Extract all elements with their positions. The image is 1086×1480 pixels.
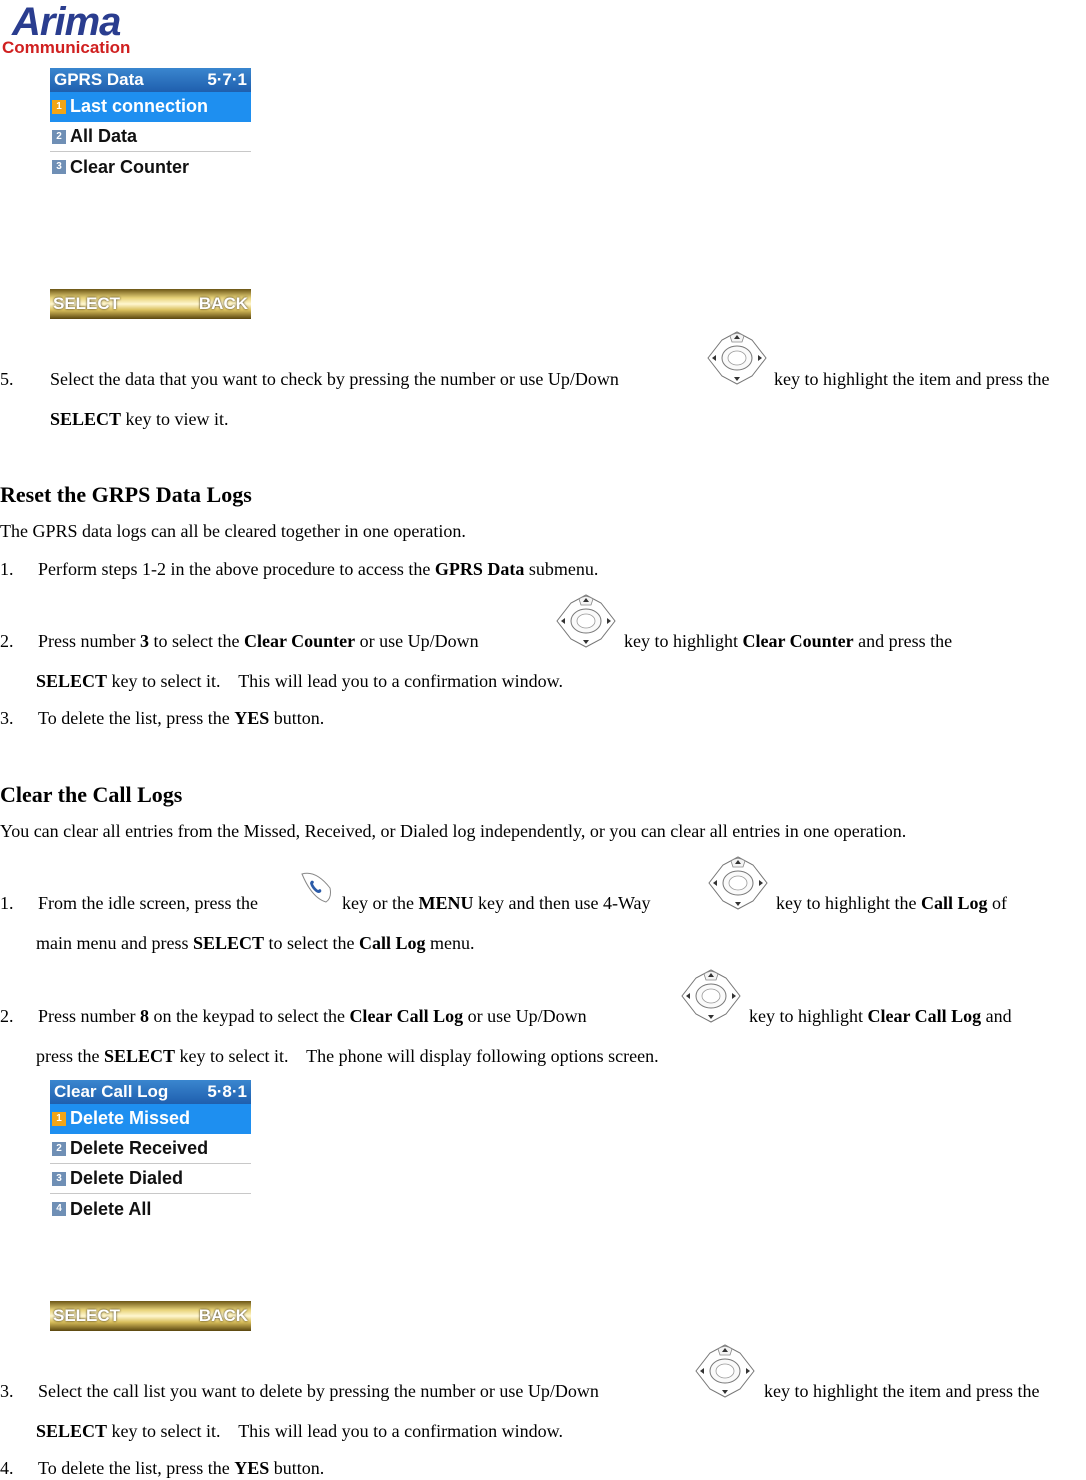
number-icon: 3 — [52, 160, 66, 174]
number-icon: 1 — [52, 1112, 66, 1126]
clear-step-2: 2. Press number 8 on the keypad to select the Clear Call Log or use Up/Down — [0, 1006, 587, 1026]
clear-step-2-line2: press the SELECT key to select it. The phone will display following options screen. — [36, 1046, 659, 1066]
menu-item-label: Delete Dialed — [70, 1168, 184, 1188]
reset-heading: Reset the GRPS Data Logs — [0, 482, 252, 507]
clear-step-1-end: key to highlight the Call Log of — [776, 893, 1007, 913]
logo-subtitle: Communication — [2, 38, 131, 57]
menu-item-delete-all[interactable] — [50, 1194, 251, 1224]
menu-item-all-data[interactable] — [50, 122, 251, 152]
menu-item-label: Last connection — [70, 96, 209, 116]
screen-title: GPRS Data — [54, 70, 144, 89]
clear-step-1-line2: main menu and press SELECT to select the Call Log menu. — [36, 933, 475, 953]
reset-step-3: 3. To delete the list, press the YES button. — [0, 708, 325, 728]
4-way-key-icon — [694, 1343, 756, 1399]
step-5-line1b: key to highlight the item and press the — [774, 369, 1050, 389]
menu-item-delete-dialed[interactable] — [50, 1164, 251, 1194]
select-softkey[interactable]: SELECT — [53, 1306, 121, 1325]
number-icon: 1 — [52, 100, 66, 114]
4-way-key-icon — [680, 968, 742, 1024]
reset-step-2-line1b: key to highlight Clear Counter and press the — [624, 631, 953, 651]
reset-step-2-line2: SELECT key to select it. This will lead you to a confirmation window. — [36, 671, 563, 691]
clear-step-4: 4. To delete the list, press the YES button. — [0, 1458, 325, 1478]
number-icon: 4 — [52, 1202, 66, 1216]
4-way-key-icon — [707, 855, 769, 911]
menu-item-label: All Data — [70, 126, 138, 146]
clear-step-3-end: key to highlight the item and press the — [764, 1381, 1040, 1401]
menu-code: 5·7·1 — [207, 70, 247, 89]
reset-step-2: 2. Press number 3 to select the Clear Counter or use Up/Down — [0, 631, 479, 651]
menu-item-delete-received[interactable] — [50, 1134, 251, 1164]
call-key-icon — [298, 868, 334, 904]
reset-intro: The GPRS data logs can all be cleared together in one operation. — [0, 521, 466, 541]
gprs-data-screen — [50, 68, 251, 290]
select-softkey[interactable]: SELECT — [53, 294, 121, 313]
number-icon: 3 — [52, 1172, 66, 1186]
4-way-key-icon — [555, 593, 617, 649]
menu-item-label: Delete Missed — [70, 1108, 191, 1128]
screen-header — [50, 1080, 251, 1104]
number-icon: 2 — [52, 1142, 66, 1156]
menu-code: 5·8·1 — [207, 1082, 247, 1101]
menu-item-clear-counter[interactable] — [50, 152, 251, 182]
menu-item-label: Clear Counter — [70, 156, 190, 177]
step-5-line1: Select the data that you want to check by pressing the number or use Up/Down — [50, 369, 619, 389]
menu-item-label: Delete Received — [70, 1138, 209, 1158]
clear-step-1-mid: key or the MENU key and then use 4-Way — [342, 893, 651, 913]
clear-step-3: 3. Select the call list you want to delete by pressing the number or use Up/Down — [0, 1381, 599, 1401]
softkey-bar — [50, 289, 251, 319]
back-softkey[interactable]: BACK — [198, 294, 248, 313]
clear-call-log-screen — [50, 1080, 251, 1302]
clear-heading: Clear the Call Logs — [0, 782, 183, 807]
clear-step-2-end: key to highlight Clear Call Log and — [749, 1006, 1012, 1026]
menu-item-last-connection[interactable] — [50, 92, 251, 122]
menu-item-delete-missed[interactable] — [50, 1104, 251, 1134]
softkey-bar — [50, 1301, 251, 1331]
number-icon: 2 — [52, 130, 66, 144]
step-5: 5. — [0, 369, 14, 389]
screen-header — [50, 68, 251, 92]
menu-item-label: Delete All — [70, 1198, 152, 1219]
clear-step-1: 1. From the idle screen, press the — [0, 893, 258, 913]
screen-title: Clear Call Log — [54, 1082, 169, 1101]
4-way-key-icon — [706, 330, 768, 386]
logo-wordmark: Arima — [12, 0, 121, 44]
arima-logo — [2, 0, 152, 58]
clear-step-3-line2: SELECT key to select it. This will lead you to a confirmation window. — [36, 1421, 563, 1441]
clear-intro: You can clear all entries from the Missed, Received, or Dialed log independently, or you can clear all entries in one operation. — [0, 821, 907, 841]
step-5-line2: SELECT key to view it. — [50, 409, 229, 429]
back-softkey[interactable]: BACK — [198, 1306, 248, 1325]
reset-step-1: 1. Perform steps 1-2 in the above procedure to access the GPRS Data submenu. — [0, 559, 599, 579]
